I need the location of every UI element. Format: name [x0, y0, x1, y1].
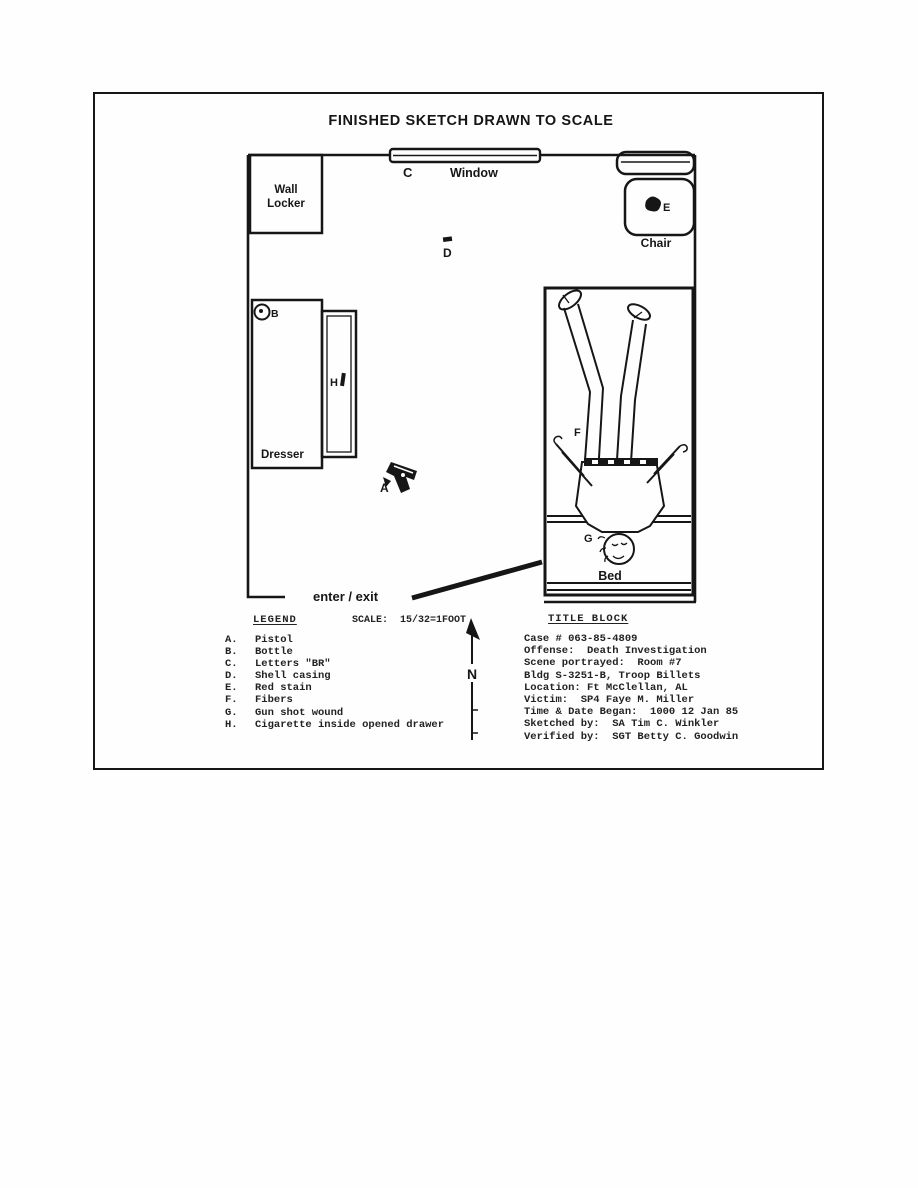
legend-key: G. [225, 706, 238, 719]
title-block-location: Location: Ft McClellan, AL [524, 681, 688, 694]
legend-key: A. [225, 634, 238, 646]
legend-key: F. [225, 694, 238, 707]
marker-f: F [574, 427, 581, 439]
bed-label: Bed [598, 569, 622, 583]
dresser [252, 300, 356, 468]
legend-key: C. [225, 658, 238, 671]
legend-label: Cigarette inside opened drawer [255, 718, 445, 731]
legend-item-b [225, 646, 444, 658]
north-label: N [466, 666, 478, 682]
window [390, 149, 540, 180]
title-block-verified-by: Verified by: SGT Betty C. Goodwin [524, 730, 739, 743]
window-label: Window [450, 166, 498, 180]
chair [617, 152, 694, 250]
legend-key: E. [225, 682, 238, 695]
legend-label: Bottle [255, 646, 293, 659]
title-block-offense: Offense: Death Investigation [524, 645, 707, 658]
marker-a: A [380, 481, 389, 495]
legend-key: H. [225, 718, 238, 731]
legend-label: Shell casing [255, 670, 331, 683]
legend-key: D. [225, 670, 238, 683]
title-block-scene: Scene portrayed: Room #7 [524, 657, 682, 670]
marker-b: B [271, 308, 279, 320]
legend-heading: LEGEND [253, 614, 297, 626]
bed-foot-line [547, 583, 691, 590]
right-hand [680, 445, 687, 452]
marker-h: H [330, 377, 338, 389]
legend-item-d [225, 670, 444, 682]
crime-scene-floor-plan [240, 140, 705, 610]
scale-note: SCALE: 15/32=1FOOT [352, 615, 467, 626]
red-stain-mark [645, 197, 661, 212]
legend-label: Gun shot wound [255, 706, 344, 719]
wall-locker-label-line1: Wall [274, 184, 298, 196]
title-block-case-number: Case # 063-85-4809 [524, 633, 638, 645]
legend-label: Red stain [255, 682, 312, 695]
door-leaf [412, 562, 542, 598]
title-block-building: Bldg S-3251-B, Troop Billets [524, 669, 701, 682]
wall-locker-label-line2: Locker [267, 198, 305, 210]
legend-item-g [225, 707, 444, 719]
legend-label: Fibers [255, 694, 293, 707]
bottle-cap-dot [259, 309, 263, 313]
legend-label: Letters "BR" [255, 658, 331, 671]
marker-c: C [403, 165, 413, 180]
legend-key: B. [225, 646, 238, 659]
legend-item-h [225, 719, 444, 731]
legend-item-e [225, 682, 444, 694]
title-block-time-date: Time & Date Began: 1000 12 Jan 85 [524, 706, 739, 719]
shell-casing [443, 236, 452, 260]
head [604, 534, 634, 564]
right-leg [617, 320, 633, 460]
legend-item-c [225, 658, 444, 670]
title-block-heading: TITLE BLOCK [548, 613, 629, 625]
dresser-label: Dresser [261, 449, 304, 461]
marker-d: D [443, 246, 452, 260]
legend-item-a [225, 634, 444, 646]
legend-list [225, 634, 444, 731]
marker-g: G [584, 533, 593, 545]
legend-item-f [225, 694, 444, 706]
north-arrow [452, 612, 496, 752]
marker-e: E [663, 202, 671, 214]
page-title: FINISHED SKETCH DRAWN TO SCALE [328, 113, 614, 129]
legend-label: Pistol [255, 634, 293, 646]
title-block-victim: Victim: SP4 Faye M. Miller [524, 694, 695, 707]
pistol [380, 462, 417, 495]
wall-left-and-door-stub [248, 155, 285, 597]
title-block-sketched-by: Sketched by: SA Tim C. Winkler [524, 718, 720, 731]
torso [576, 460, 664, 532]
left-hand [554, 436, 562, 444]
door-label: enter / exit [313, 589, 379, 604]
title-block [524, 633, 738, 743]
wall-locker [250, 155, 322, 233]
cigarette-mark [340, 373, 346, 386]
right-shoe [626, 301, 653, 323]
chair-label: Chair [640, 236, 672, 250]
